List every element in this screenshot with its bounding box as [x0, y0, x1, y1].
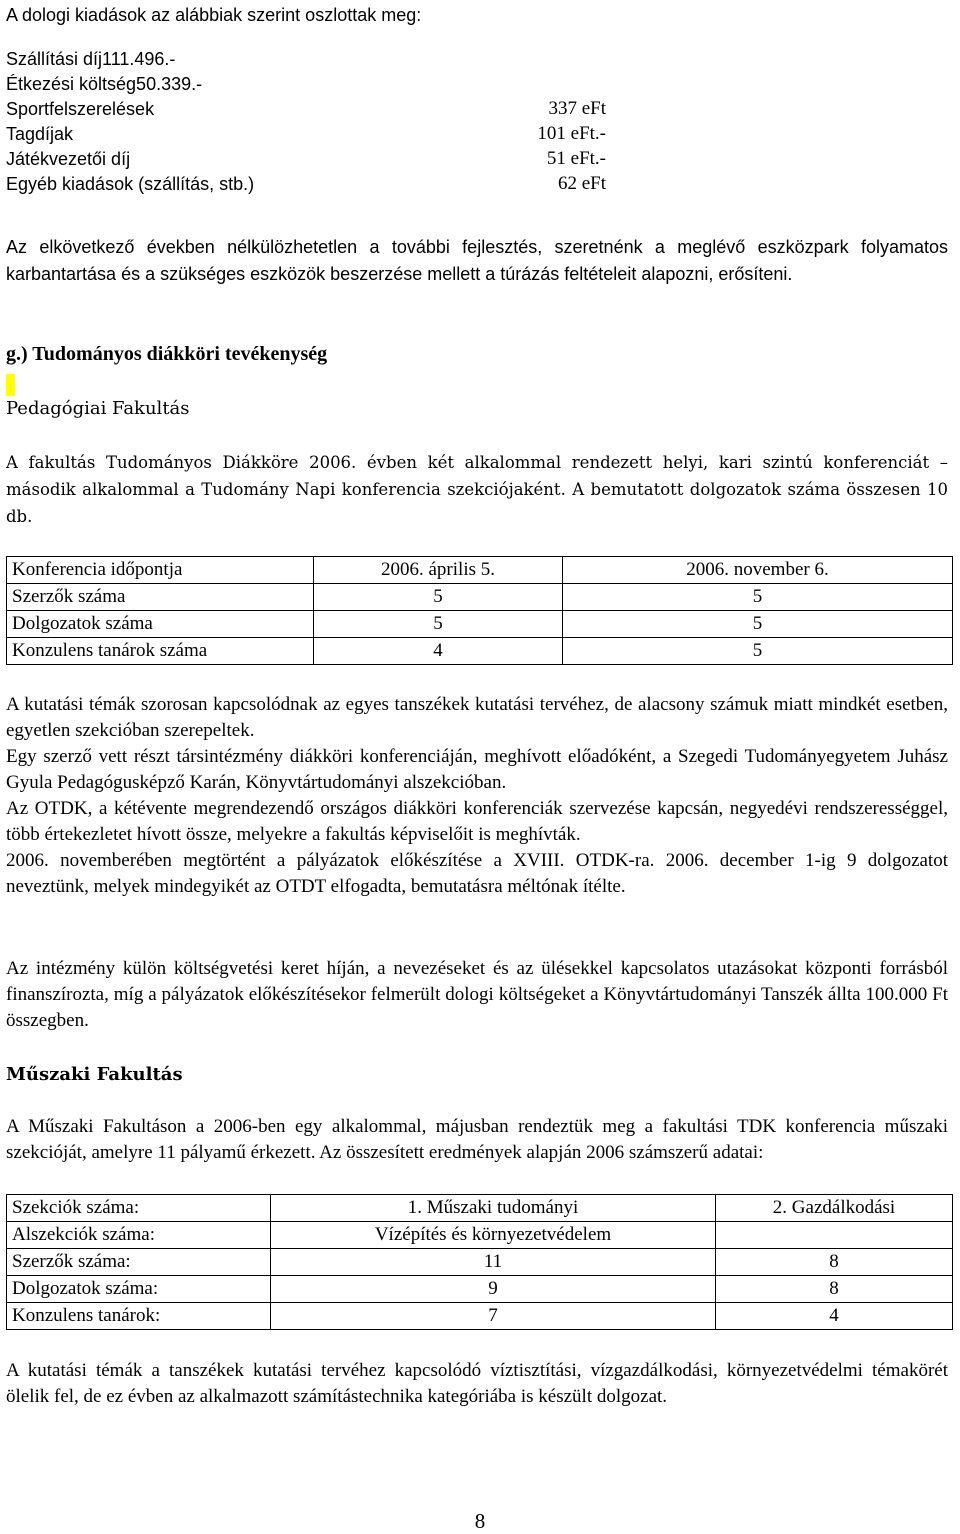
table-row	[7, 1303, 953, 1330]
table-cell: 5	[563, 638, 953, 665]
table-row	[7, 1276, 953, 1303]
expense-label: Sportfelszerelések	[6, 99, 155, 119]
table-cell: 11	[271, 1249, 716, 1276]
table-cell: 2. Gazdálkodási	[716, 1195, 953, 1222]
table-cell: 9	[271, 1276, 716, 1303]
table-cell: Konzulens tanárok:	[7, 1303, 271, 1330]
table-cell: Konzulens tanárok száma	[7, 638, 314, 665]
mu-paragraph-2: A kutatási témák a tanszékek kutatási tervéhez kapcsolódó víztisztítási, vízgazdálkodási, környezetvédelmi témakörét ölelik fel, de ez évben az alkalmazott számítástechnika kategóriába is készült dolgozat.	[6, 1360, 948, 1407]
table-cell: Konferencia időpontja	[7, 557, 314, 584]
expense-value: 62 eFt	[557, 173, 606, 194]
table-cell: 7	[271, 1303, 716, 1330]
ped-paragraph-4: Az OTDK, a kétévente megrendezendő országos diákköri konferenciák szervezése kapcsán, negyedévi rendszerességgel, több értekezletet hívott össze, melyekre a fakultás képviselőit is meghívták.	[6, 798, 948, 845]
expense-value: 101 eFt.-	[537, 123, 606, 144]
table-cell: 2006. november 6.	[563, 557, 953, 584]
ped-paragraph-2: A kutatási témák szorosan kapcsolódnak az egyes tanszékek kutatási tervéhez, de alacsony számuk miatt mindkét esetben, egyetlen szekcióban szerepeltek.	[6, 694, 948, 741]
ped-body	[6, 692, 948, 900]
mu-results-table	[6, 1194, 953, 1330]
page-number: 8	[474, 1509, 486, 1533]
table-cell: 4	[716, 1303, 953, 1330]
mu-paragraph-1: A Műszaki Fakultáson a 2006-ben egy alkalommal, májusban rendeztük meg a fakultási TDK konferencia műszaki szekcióját, amelyre 11 pályamű érkezett. Az összesített eredmények alapján 2006 számszerű adatai:	[6, 1116, 948, 1163]
ped-paragraph-3: Egy szerző vett részt társintézmény diákköri konferenciáján, meghívott előadóként, a Szegedi Tudományegyetem Juhász Gyula Pedagógusképző Karán, Könyvtártudományi alszekcióban.	[6, 746, 948, 793]
expense-value: 51 eFt.-	[546, 148, 606, 169]
section-heading: g.) Tudományos diákköri tevékenység	[6, 343, 328, 365]
highlight-marker	[6, 374, 15, 396]
table-row	[7, 557, 953, 584]
ped-paragraph-5: 2006. novemberében megtörtént a pályázatok előkészítése a XVIII. OTDK-ra. 2006. december 1-ig 9 dolgozatot neveztünk, melyek mindegyikét az OTDT elfogadta, bemutatásra méltónak ítélte.	[6, 850, 948, 897]
expense-row	[6, 71, 606, 96]
expense-label: Tagdíjak	[6, 124, 74, 144]
expense-row	[6, 96, 606, 121]
expense-row	[6, 171, 606, 196]
table-cell: 5	[563, 611, 953, 638]
ped-paragraph-6: Az intézmény külön költségvetési keret híján, a nevezéseket és az ülésekkel kapcsolatos utazásokat központi forrásból finanszírozta, míg a pályázatok előkészítésekor felmerült dologi költségeket a Könyvtártudományi Tanszék állta 100.000 Ft összegben.	[6, 958, 948, 1031]
expense-label: Egyéb kiadások (szállítás, stb.)	[6, 174, 255, 194]
table-cell: 5	[314, 611, 563, 638]
expense-value: 337 eFt	[548, 98, 606, 119]
table-cell: 1. Műszaki tudományi	[271, 1195, 716, 1222]
expenses-list	[6, 46, 606, 196]
table-row	[7, 1195, 953, 1222]
table-cell: Szerzők száma	[7, 584, 314, 611]
expense-label: Étkezési költség50.339.-	[6, 74, 203, 94]
table-row	[7, 1222, 953, 1249]
expenses-intro: A dologi kiadások az alábbiak szerint oszlottak meg:	[6, 5, 422, 25]
table-cell: 5	[563, 584, 953, 611]
faculty-heading-ped: Pedagógiai Fakultás	[6, 398, 190, 419]
table-cell	[716, 1222, 953, 1249]
table-row	[7, 584, 953, 611]
table-cell: Dolgozatok száma	[7, 611, 314, 638]
table-row	[7, 1249, 953, 1276]
table-cell: 2006. április 5.	[314, 557, 563, 584]
faculty-heading-mu: Műszaki Fakultás	[6, 1064, 183, 1085]
expense-label: Szállítási díj111.496.-	[6, 49, 176, 69]
table-cell: 8	[716, 1249, 953, 1276]
table-cell: Szerzők száma:	[7, 1249, 271, 1276]
table-cell: 8	[716, 1276, 953, 1303]
table-cell: 4	[314, 638, 563, 665]
ped-paragraph-1: A fakultás Tudományos Diákköre 2006. évben két alkalommal rendezett helyi, kari szintú konferenciát – második alkalommal a Tudomány Napi konferencia szekciójaként. A bemutatott dolgozatok száma összesen 10 db.	[6, 453, 948, 526]
paragraph-future: Az elkövetkező években nélkülözhetetlen a további fejlesztés, szeretnénk a meglévő eszközpark folyamatos karbantartása és a szükséges eszközök beszerzése mellett a túrázás feltételeit alapozni, erősíteni.	[6, 237, 948, 284]
expense-row	[6, 121, 606, 146]
table-row	[7, 638, 953, 665]
table-cell: Alszekciók száma:	[7, 1222, 271, 1249]
table-cell: 5	[314, 584, 563, 611]
table-cell: Szekciók száma:	[7, 1195, 271, 1222]
table-cell: Vízépítés és környezetvédelem	[271, 1222, 716, 1249]
ped-conference-table	[6, 556, 953, 665]
table-row	[7, 611, 953, 638]
expense-row	[6, 146, 606, 171]
expense-label: Játékvezetői díj	[6, 149, 131, 169]
table-cell: Dolgozatok száma:	[7, 1276, 271, 1303]
expense-row	[6, 46, 606, 71]
